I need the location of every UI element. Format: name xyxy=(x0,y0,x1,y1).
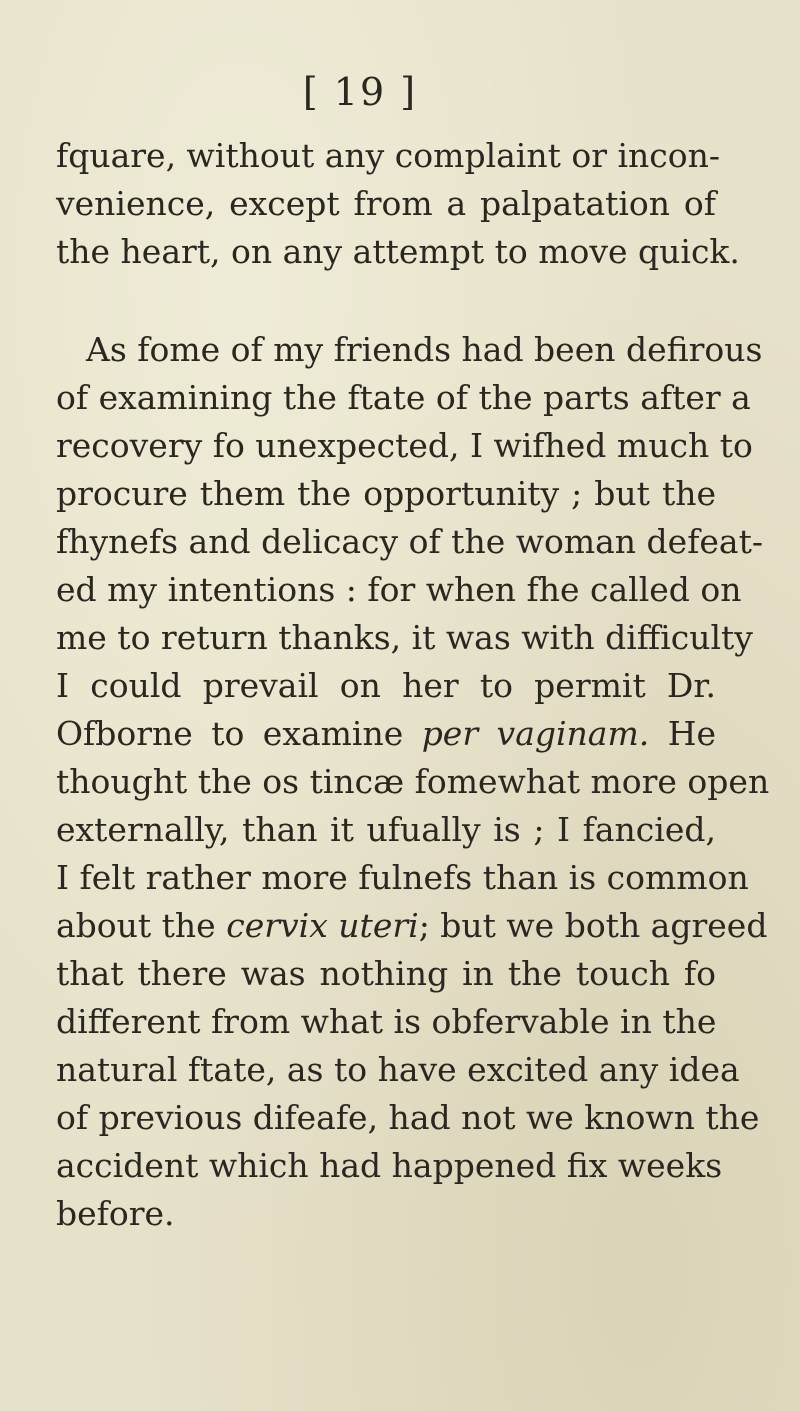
text-line: that there was nothing in the touch fo xyxy=(56,954,716,993)
text-line: I felt rather more fulnefs than is common xyxy=(56,858,749,897)
text-line: venience, except from a palpatation of xyxy=(56,184,716,223)
text-line: As fome of my friends had been defirous xyxy=(86,330,763,369)
text-line: procure them the opportunity ; but the xyxy=(56,474,716,513)
page-text xyxy=(56,132,770,1238)
text-line: ed my intentions : for when fhe called on xyxy=(56,570,742,609)
text-line: of previous difeafe, had not we known the xyxy=(56,1098,760,1137)
italic-phrase: cervix uteri xyxy=(226,906,419,945)
text-line: fquare, without any complaint or incon- xyxy=(56,136,721,175)
text-line: externally, than it ufually is ; I fancied, xyxy=(56,810,716,849)
text-line: before. xyxy=(56,1194,175,1233)
text-run: about the xyxy=(56,906,227,945)
text-line: thought the os tincæ fomewhat more open xyxy=(56,762,770,801)
text-run: Ofborne to examine xyxy=(56,714,422,753)
page-number: [ 19 ] xyxy=(302,70,418,114)
text-line: accident which had happened fix weeks xyxy=(56,1146,723,1185)
text-line: different from what is obfervable in the xyxy=(56,1002,717,1041)
text-line: of examining the ftate of the parts after a xyxy=(56,378,751,417)
text-line xyxy=(56,710,716,758)
text-run: ; but we both agreed xyxy=(418,906,768,945)
text-line: me to return thanks, it was with difficulty xyxy=(56,618,753,657)
paragraph-gap xyxy=(56,276,716,326)
text-line: fhynefs and delicacy of the woman defeat- xyxy=(56,522,764,561)
text-line: the heart, on any attempt to move quick. xyxy=(56,232,740,271)
text-line xyxy=(56,902,768,950)
text-line: natural ftate, as to have excited any idea xyxy=(56,1050,740,1089)
text-run: He xyxy=(649,714,717,753)
italic-phrase: per vaginam. xyxy=(421,714,650,753)
text-line: I could prevail on her to permit Dr. xyxy=(56,666,716,705)
text-line: recovery fo unexpected, I wifhed much to xyxy=(56,426,753,465)
